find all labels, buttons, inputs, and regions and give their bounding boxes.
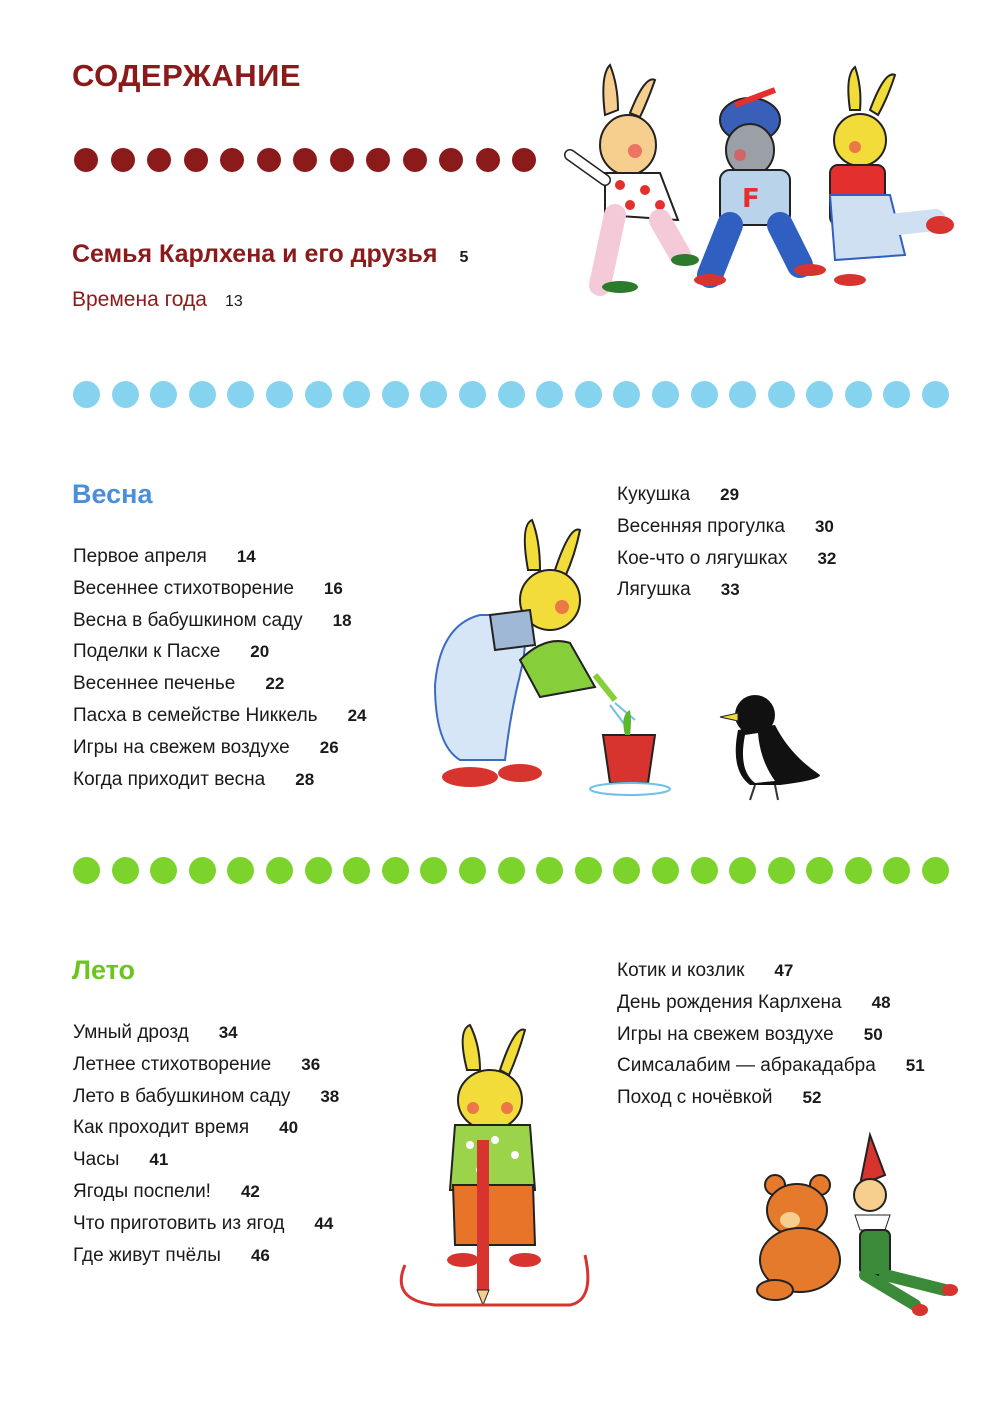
divider-dot [403, 148, 427, 172]
divider-dot [305, 857, 332, 884]
divider-dot [498, 857, 525, 884]
blue-dot-divider [73, 381, 961, 408]
rabbit-with-pencil-illustration [385, 1020, 600, 1320]
divider-dot [112, 857, 139, 884]
divider-dot [189, 381, 216, 408]
divider-dot [652, 857, 679, 884]
divider-dot [189, 857, 216, 884]
toc-entry[interactable] [73, 768, 314, 792]
rabbit-watering-plant-illustration [420, 515, 670, 805]
toc-entry-label: Летнее стихотворение [73, 1053, 272, 1075]
toc-entry-label: Игры на свежем воздухе [73, 736, 290, 758]
toc-entry-page: 18 [332, 610, 352, 630]
green-dot-divider [73, 857, 961, 884]
divider-dot [227, 857, 254, 884]
divider-dot [111, 148, 135, 172]
toc-entry-family[interactable] [72, 240, 468, 269]
toc-entry-page: 24 [347, 706, 367, 725]
toc-entry[interactable] [73, 1116, 298, 1140]
page-title: СОДЕРЖАНИЕ [72, 58, 302, 93]
toc-entry-page: 46 [250, 1245, 270, 1265]
toc-entry[interactable] [73, 1212, 333, 1236]
toc-entry-page: 13 [224, 293, 243, 310]
toc-entry[interactable] [73, 1180, 260, 1204]
toc-entry-page: 22 [265, 674, 285, 694]
divider-dot [220, 148, 244, 172]
toc-entry[interactable] [617, 1054, 925, 1078]
toc-entry-page: 30 [814, 516, 834, 536]
divider-dot [536, 857, 563, 884]
divider-dot [498, 381, 525, 408]
divider-dot [420, 381, 447, 408]
divider-dot [150, 857, 177, 884]
toc-entry-label: Когда приходит весна [73, 768, 266, 790]
toc-entry[interactable] [73, 577, 343, 601]
teddy-bear [757, 1175, 840, 1300]
toc-entry[interactable] [73, 704, 366, 728]
divider-dot [184, 148, 208, 172]
toc-entry-page: 5 [459, 249, 469, 266]
divider-dot [343, 381, 370, 408]
divider-dot [536, 381, 563, 408]
toc-entry-label: Как проходит время [73, 1117, 250, 1139]
toc-entry-label: Лето в бабушкином саду [73, 1085, 291, 1107]
toc-entry[interactable] [73, 736, 339, 760]
toc-entry[interactable] [73, 1085, 339, 1109]
toc-entry-page: 32 [817, 548, 837, 568]
toc-entry-label: Первое апреля [73, 546, 207, 567]
toc-entry-page: 51 [905, 1056, 925, 1076]
divider-dot [266, 857, 293, 884]
toc-entry-label: Весеннее печенье [73, 673, 236, 695]
toc-entry-label: Весна в бабушкином саду [73, 609, 303, 631]
divider-dot [330, 148, 354, 172]
toc-entry-label: Пасха в семействе Никкель [73, 705, 318, 726]
divider-dot [883, 857, 910, 884]
toc-entry-page: 47 [774, 961, 794, 980]
divider-dot [806, 857, 833, 884]
toc-entry[interactable] [73, 1244, 270, 1268]
toc-entry-seasons[interactable] [72, 288, 243, 312]
divider-dot [613, 857, 640, 884]
toc-entry-page: 33 [720, 580, 740, 600]
penguin-illustration [720, 685, 830, 805]
toc-entry-label: Котик и козлик [617, 960, 745, 981]
spring-heading: Весна [72, 479, 153, 509]
toc-entry-label: Кукушка [617, 484, 691, 505]
toc-entry-page: 52 [802, 1088, 822, 1108]
divider-dot [382, 381, 409, 408]
toc-entry-page: 16 [323, 578, 343, 598]
summer-heading: Лето [72, 955, 135, 985]
divider-dot [883, 381, 910, 408]
toc-entry-label: Где живут пчёлы [73, 1244, 221, 1266]
divider-dot [439, 148, 463, 172]
divider-dot [922, 381, 949, 408]
toc-entry[interactable] [73, 545, 256, 569]
divider-dot [691, 857, 718, 884]
toc-entry-page: 28 [295, 769, 315, 789]
toc-entry[interactable] [617, 1086, 821, 1110]
toc-entry[interactable] [73, 609, 352, 633]
divider-dot [575, 381, 602, 408]
divider-dot [922, 857, 949, 884]
toc-entry-label: Ягоды поспели! [73, 1181, 211, 1202]
divider-dot [729, 381, 756, 408]
divider-dot [512, 148, 536, 172]
divider-dot [227, 381, 254, 408]
divider-dot [147, 148, 171, 172]
mouse-blue-cap [694, 90, 826, 286]
toc-entry-label: Поход с ночёвкой [617, 1087, 773, 1109]
divider-dot [768, 857, 795, 884]
divider-dot [845, 857, 872, 884]
divider-dot [305, 381, 332, 408]
divider-dot [257, 148, 281, 172]
divider-dot [806, 381, 833, 408]
toc-entry-page: 48 [871, 992, 891, 1012]
divider-dot [652, 381, 679, 408]
divider-dot [459, 857, 486, 884]
divider-dot [382, 857, 409, 884]
toc-entry-label: Семья Карлхена и его друзья [72, 240, 438, 268]
toc-entry-label: Часы [73, 1149, 120, 1171]
divider-dot [768, 381, 795, 408]
toc-entry[interactable] [617, 991, 891, 1015]
toc-entry-page: 38 [320, 1086, 340, 1106]
toc-entry[interactable] [73, 1148, 168, 1172]
toc-entry-page: 26 [319, 737, 339, 757]
toc-entry[interactable] [73, 640, 269, 664]
shirt-letter: F [742, 184, 760, 214]
rabbit-checked-overalls [830, 67, 954, 286]
divider-dot [575, 857, 602, 884]
divider-dot [266, 381, 293, 408]
toys-illustration [745, 1130, 960, 1320]
divider-dot [420, 857, 447, 884]
toc-entry-label: День рождения Карлхена [617, 991, 842, 1013]
toc-entry-page: 29 [720, 485, 740, 504]
toc-entry-page: 40 [279, 1118, 299, 1138]
toc-entry-page: 44 [314, 1213, 334, 1233]
toc-entry-label: Поделки к Пасхе [73, 641, 221, 663]
toc-entry[interactable] [73, 672, 284, 696]
toc-entry-label: Лягушка [617, 579, 691, 601]
walking-friends-illustration [560, 55, 960, 305]
divider-dot [74, 148, 98, 172]
toc-entry-label: Симсалабим — абракадабра [617, 1055, 876, 1077]
divider-dot [459, 381, 486, 408]
toc-entry-page: 50 [863, 1024, 883, 1044]
toc-entry-page: 34 [218, 1023, 238, 1042]
toc-entry-page: 14 [236, 547, 256, 566]
divider-dot [112, 381, 139, 408]
divider-dot [150, 381, 177, 408]
divider-dot [613, 381, 640, 408]
toc-entry-label: Весенняя прогулка [617, 515, 785, 537]
toc-entry[interactable] [73, 1021, 238, 1045]
toc-entry-page: 41 [149, 1150, 169, 1170]
divider-dot [293, 148, 317, 172]
toc-entry-page: 42 [240, 1182, 260, 1201]
toc-entry[interactable] [617, 959, 793, 983]
toc-entry-page: 36 [301, 1054, 321, 1074]
rabbit-polka-dot-shirt [570, 65, 699, 293]
toc-entry-label: Игры на свежем воздухе [617, 1023, 834, 1045]
divider-dot [691, 381, 718, 408]
divider-dot [845, 381, 872, 408]
divider-dot [476, 148, 500, 172]
toc-entry[interactable] [617, 1023, 883, 1047]
toc-entry-label: Весеннее стихотворение [73, 577, 294, 599]
divider-dot [366, 148, 390, 172]
divider-dot [343, 857, 370, 884]
toc-entry-label: Умный дрозд [73, 1022, 189, 1043]
red-dot-divider [74, 148, 549, 172]
toc-entry[interactable] [73, 1053, 320, 1077]
divider-dot [73, 857, 100, 884]
toc-entry-page: 20 [250, 642, 270, 662]
toc-entry-label: Времена года [72, 288, 207, 311]
toc-entry[interactable] [617, 483, 739, 507]
divider-dot [729, 857, 756, 884]
divider-dot [73, 381, 100, 408]
pinocchio-puppet [854, 1135, 958, 1316]
toc-entry-label: Кое-что о лягушках [617, 547, 788, 569]
toc-entry-label: Что приготовить из ягод [73, 1212, 285, 1234]
